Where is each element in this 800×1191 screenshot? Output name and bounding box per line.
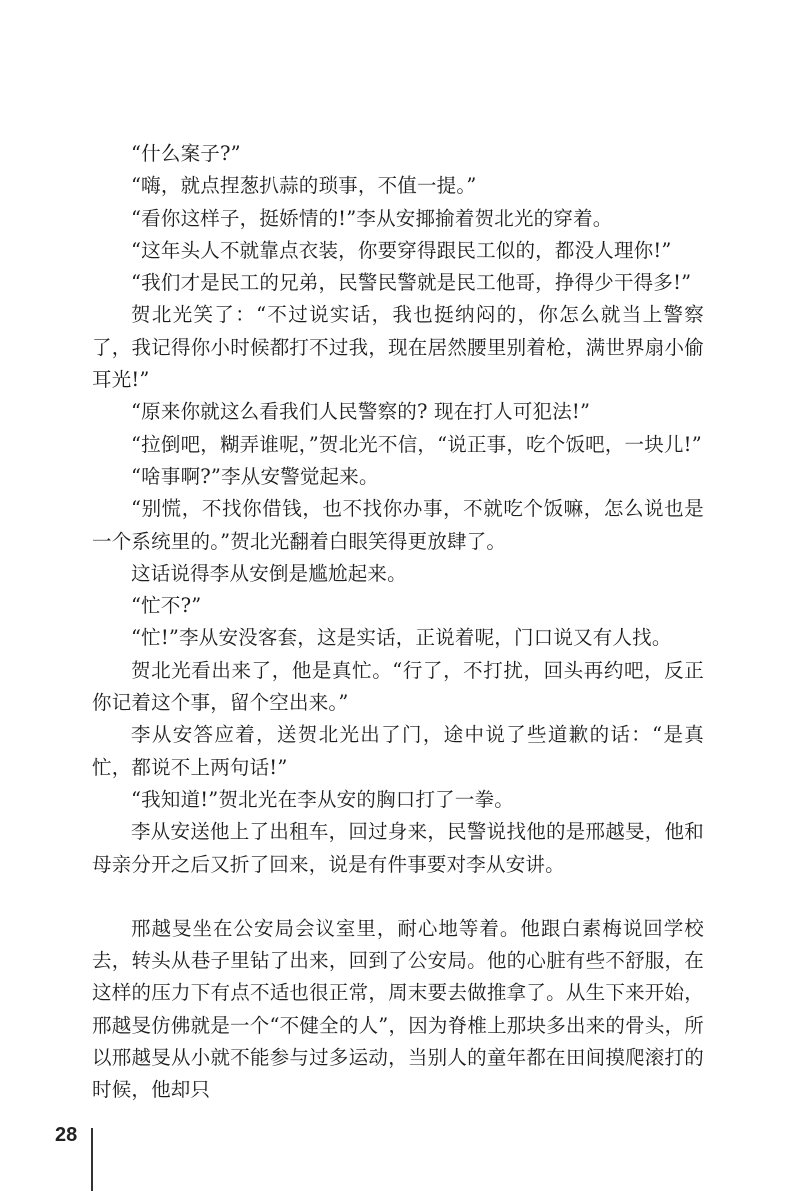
- section-1: [92, 138, 704, 881]
- paragraph: “啥事啊?”李从安警觉起来。: [131, 464, 379, 488]
- paragraph: “原来你就这么看我们人民警察的? 现在打人可犯法!”: [131, 400, 591, 424]
- paragraph: “这年头人不就靠点衣装，你要穿得跟民工似的，都没人理你!”: [131, 238, 672, 262]
- paragraph: “我们才是民工的兄弟，民警民警就是民工他哥，挣得少干得多!”: [131, 271, 692, 295]
- paragraph: “嗨，就点捏葱扒蒜的琐事，不值一提。”: [131, 174, 477, 198]
- paragraph: 李从安答应着，送贺北光出了门，途中说了些道歉的话：“是真忙，都说不上两句话!”: [92, 723, 704, 779]
- paragraph: “看你这样子，挺娇情的!”李从安揶揄着贺北光的穿着。: [131, 206, 613, 230]
- paragraph: “什么案子?”: [131, 142, 241, 165]
- paragraph: 邢越旻坐在公安局会议室里，耐心地等着。他跟白素梅说回学校去，转头从巷子里钻了出来，回到了公安局。他的心脏有些不舒服，在这样的压力下有点不适也很正常，周末要去做推拿了。从生下来开始，邢越旻仿佛就是一个“不健全的人”，因为脊椎上那块多出来的骨头，所以邢越旻从小就不能参与过多运动，当别人的童年都在田间摸爬滚打的时候，他却只: [92, 916, 704, 1102]
- paragraph: 贺北光看出来了，他是真忙。“行了，不打扰，回头再约吧，反正你记着这个事，留个空出来。”: [92, 658, 704, 715]
- paragraph: “忙!”李从安没客套，这是实话，正说着呢，门口说又有人找。: [131, 626, 672, 650]
- margin-rule: [91, 1128, 93, 1191]
- paragraph: “拉倒吧，糊弄谁呢，”贺北光不信，“说正事，吃个饭吧，一块儿!”: [131, 432, 702, 456]
- section-2: [92, 913, 704, 1107]
- page-number: 28: [55, 1124, 78, 1146]
- paragraph: “忙不?”: [131, 594, 202, 618]
- page-body: [92, 138, 704, 1107]
- paragraph: 贺北光笑了：“不过说实话，我也挺纳闷的，你怎么就当上警察了，我记得你小时候都打不过我，现在居然腰里别着枪，满世界扇小偷耳光!”: [92, 303, 704, 392]
- paragraph: 李从安送他上了出租车，回过身来，民警说找他的是邢越旻，他和母亲分开之后又折了回来，说是有件事要对李从安讲。: [92, 820, 704, 876]
- section-break: [92, 881, 704, 913]
- paragraph: “别慌，不找你借钱，也不找你办事，不就吃个饭嘛，怎么说也是一个系统里的。”贺北光翻着白眼笑得更放肆了。: [92, 497, 704, 553]
- paragraph: “我知道!”贺北光在李从安的胸口打了一拳。: [131, 787, 514, 811]
- paragraph: 这话说得李从安倒是尴尬起来。: [131, 561, 407, 585]
